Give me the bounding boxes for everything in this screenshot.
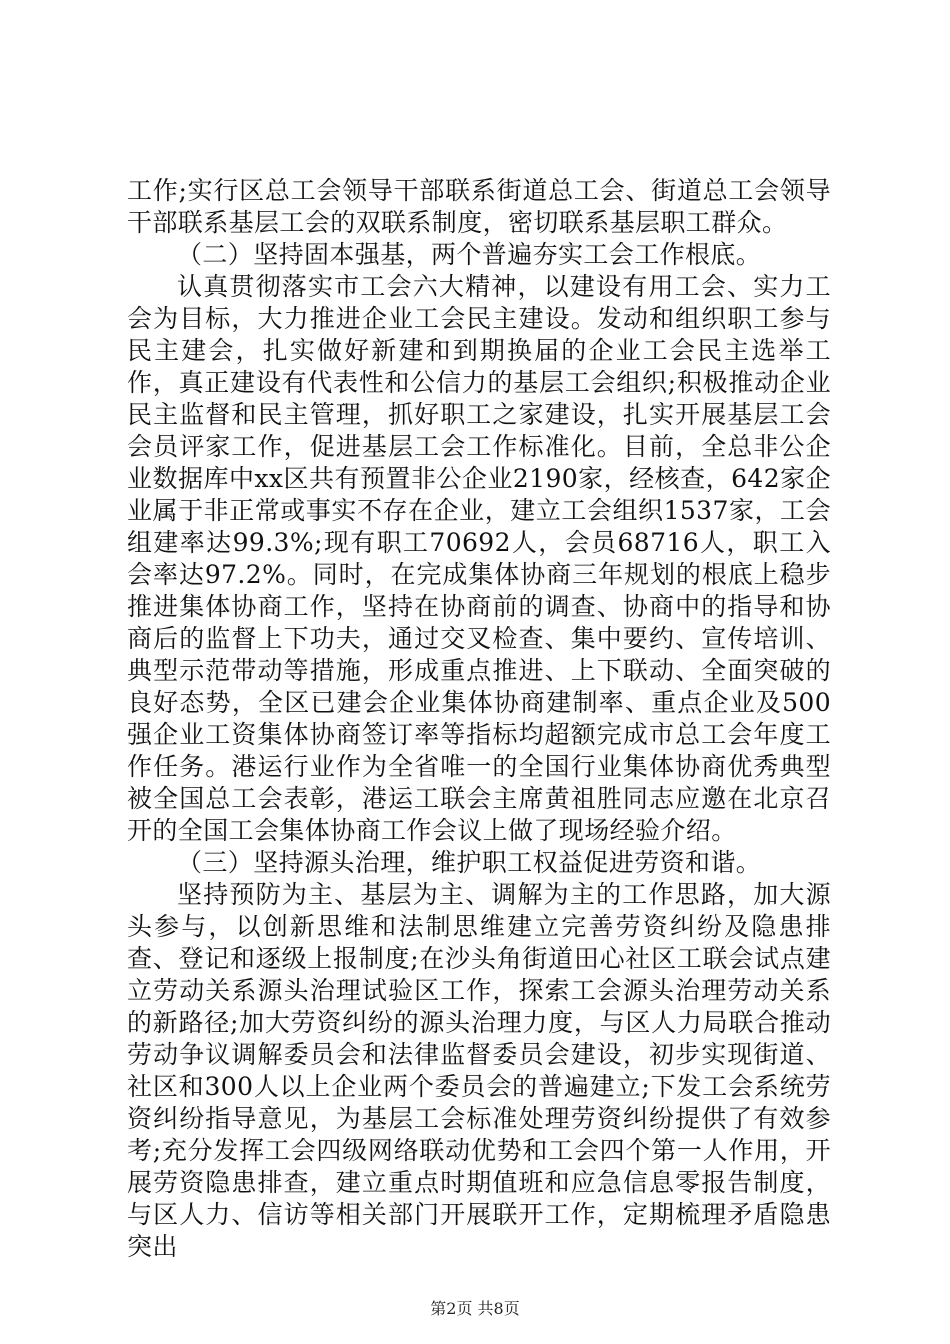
section-heading-3: （三）坚持源头治理，维护职工权益促进劳资和谐。 (177, 848, 762, 877)
paragraph-continuation: 工作;实行区总工会领导干部联系街道总工会、街道总工会领导干部联系基层工会的双联系制度，密切联系基层职工群众。 (127, 176, 831, 237)
paragraph-section-2: 认真贯彻落实市工会六大精神，以建设有用工会、实力工会为目标，大力推进企业工会民主建设。发动和组织职工参与民主建会，扎实做好新建和到期换届的企业工会民主选举工作，真正建设有代表性和公信力的基层工会组织;积极推动企业民主监督和民主管理，抓好职工之家建设，扎实开展基层工会会员评家工作，促进基层工会工作标准化。目前，全总非公企业数据库中xx区共有预置非公企业2190家，经核查，642家企业属于非正常或事实不存在企业，建立工会组织1537家，工会组建率达99.3%;现有职工70692人，会员68716人，职工入会率达97.2%。同时，在完成集体协商三年规划的根底上稳步推进集体协商工作，坚持在协商前的调查、协商中的指导和协商后的监督上下功夫，通过交叉检查、集中要约、宣传培训、典型示范带动等措施，形成重点推进、上下联动、全面突破的良好态势，全区已建会企业集体协商建制率、重点企业及500强企业工资集体协商签订率等指标均超额完成市总工会年度工作任务。港运行业作为全省唯一的全国行业集体协商优秀典型被全国总工会表彰，港运工联会主席黄祖胜同志应邀在北京召开的全国工会集体协商工作会议上做了现场经验介绍。 (127, 272, 831, 845)
section-heading-2: （二）坚持固本强基，两个普遍夯实工会工作根底。 (177, 240, 762, 269)
page-number-footer: 第2页 共8页 (430, 1299, 520, 1318)
paragraph-section-3: 坚持预防为主、基层为主、调解为主的工作思路，加大源头参与，以创新思维和法制思维建立完善劳资纠纷及隐患排查、登记和逐级上报制度;在沙头角街道田心社区工联会试点建立劳动关系源头治理试验区工作，探索工会源头治理劳动关系的新路径;加大劳资纠纷的源头治理力度，与区人力局联合推动劳动争议调解委员会和法律监督委员会建设，初步实现街道、社区和300人以上企业两个委员会的普遍建立;下发工会系统劳资纠纷指导意见，为基层工会标准处理劳资纠纷提供了有效参考;充分发挥工会四级网络联动优势和工会四个第一人作用，开展劳资隐患排查，建立重点时期值班和应急信息零报告制度，与区人力、信访等相关部门开展联开工作，定期梳理矛盾隐患突出 (127, 880, 831, 1261)
document-body (127, 175, 831, 1263)
